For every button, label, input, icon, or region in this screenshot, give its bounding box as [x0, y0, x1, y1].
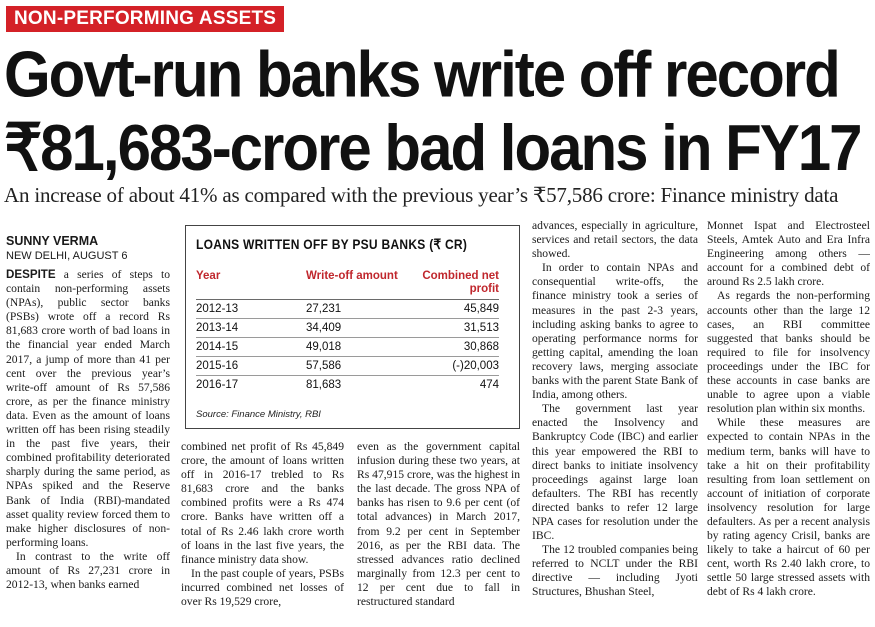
headline-line-1: Govt-run banks write off record [4, 38, 839, 111]
table-source: Source: Finance Ministry, RBI [196, 409, 321, 420]
article-column-4 [532, 219, 698, 624]
article-paragraph: As regards the non-performing accounts other than the large 12 cases, an RBI committee suggested that banks should be required to file for insolvency proceedings under the IBC for these accounts in case banks are unable to agree upon a viable resolution plan within six months. [707, 289, 870, 416]
article-paragraph: In order to contain NPAs and consequential write-offs, the finance ministry took a series of measures in the past 2-3 years, including asking banks to agree to operating performance norms for getting capital, amending the loan recovery laws, merging associate banks with the parent State Bank of India, among others. [532, 261, 698, 402]
header-net-profit: Combined net profit [422, 270, 499, 295]
article-paragraph: In contrast to the write off amount of Rs 27,231 crore in 2012-13, when banks earned [6, 549, 170, 592]
section-kicker: NON-PERFORMING ASSETS [6, 6, 284, 32]
article-paragraph: advances, especially in agriculture, services and retail sectors, the data showed. [532, 219, 698, 261]
cell-writeoff: 34,409 [306, 319, 416, 338]
cell-year: 2013-14 [196, 319, 306, 338]
cell-net-profit: 31,513 [416, 319, 499, 338]
byline-dateline: NEW DELHI, AUGUST 6 [6, 250, 128, 262]
paragraph-text: a series of steps to contain non-performing assets (NPAs), public sector banks (PSBs) wrote off a record Rs 81,683 crore worth of bad loans in the financial year ended March 2017, a jump of more than 41 per cent over the previous year’s write-off amount of Rs 57,586 crore, as per the finance ministry data. Even as the amount of loans written off has been rising steadily in the past five years, their combined profitability deteriorated sharply during the same period, as NPAs spiked and the Reserve Bank of India (RBI)-mandated asset quality review forced them to make higher disclosures of non-performing loans. [6, 268, 170, 549]
table-row [196, 357, 499, 376]
article-column-1 [6, 268, 170, 623]
byline [6, 234, 127, 263]
data-table-box [185, 225, 520, 429]
article-paragraph: The 12 troubled companies being referred to NCLT under the RBI directive — including Jyoti Structures, Bhushan Steel, [532, 543, 698, 599]
writeoff-table [196, 270, 499, 394]
table-title: LOANS WRITTEN OFF BY PSU BANKS (₹ CR) [196, 236, 468, 252]
table-header-row [196, 270, 499, 300]
table-row [196, 376, 499, 395]
deck-subheadline: An increase of about 41% as compared with the previous year’s ₹57,586 crore: Finance ministry data [4, 183, 839, 207]
cell-writeoff: 57,586 [306, 357, 416, 376]
cell-year: 2015-16 [196, 357, 306, 376]
article-column-3 [357, 440, 520, 623]
cell-year: 2014-15 [196, 338, 306, 357]
header-writeoff: Write-off amount [306, 270, 398, 282]
headline [4, 38, 872, 185]
table-row [196, 300, 499, 319]
article-paragraph: Monnet Ispat and Electrosteel Steels, Amtek Auto and Era Infra Engineering among others — account for a combined debt of around Rs 2.5 lakh crore. [707, 219, 870, 289]
cell-year: 2016-17 [196, 376, 306, 395]
cell-net-profit: 45,849 [416, 300, 499, 319]
article-paragraph [6, 268, 170, 550]
header-year: Year [196, 270, 221, 282]
cell-writeoff: 49,018 [306, 338, 416, 357]
headline-line-2: ₹81,683-crore bad loans in FY17 [4, 111, 861, 184]
article-paragraph: combined net profit of Rs 45,849 crore, the amount of loans written off in 2016-17 trebled to Rs 81,683 crore and the banks combined profits were a Rs 474 crore. Banks have written off a total of Rs 2.46 lakh crore worth of loans in the last five years, the finance ministry data show. [181, 440, 344, 566]
cell-writeoff: 27,231 [306, 300, 416, 319]
cell-net-profit: 474 [416, 376, 499, 395]
table-row [196, 319, 499, 338]
article-paragraph: even as the government capital infusion during these two years, at Rs 47,915 crore, was the highest in the last decade. The gross NPA of banks has risen to 9.6 per cent (of total advances) in March 2017, from 9.2 per cent in September 2016, as per the RBI data. The stressed advances ratio declined marginally from 12.3 per cent to 12 per cent due to fall in restructured standard [357, 440, 520, 609]
article-column-5 [707, 219, 870, 624]
article-column-2 [181, 440, 344, 623]
table-row [196, 338, 499, 357]
byline-author: SUNNY VERMA [6, 234, 99, 248]
cell-net-profit: (-)20,003 [416, 357, 499, 376]
article-paragraph: The government last year enacted the Insolvency and Bankruptcy Code (IBC) and earlier this year empowered the RBI to direct banks to initiate insolvency proceedings against large loan defaulters. The RBI has recently directed banks to refer 12 large NPA cases for resolution under the IBC. [532, 402, 698, 543]
cell-writeoff: 81,683 [306, 376, 416, 395]
cell-year: 2012-13 [196, 300, 306, 319]
article-paragraph: While these measures are expected to contain NPAs in the medium term, banks will have to take a hit on their profitability resulting from loan settlement on account of initiation of corporate insolvency resolution for large defaulters. As per a recent analysis by rating agency Crisil, banks are likely to take a haircut of 60 per cent, worth Rs 2.40 lakh crore, to settle 50 large stressed assets with debt of Rs 4 lakh crore. [707, 416, 870, 599]
dropcap-word: DESPITE [6, 268, 56, 281]
cell-net-profit: 30,868 [416, 338, 499, 357]
article-paragraph: In the past couple of years, PSBs incurred combined net losses of over Rs 19,529 crore, [181, 566, 344, 609]
